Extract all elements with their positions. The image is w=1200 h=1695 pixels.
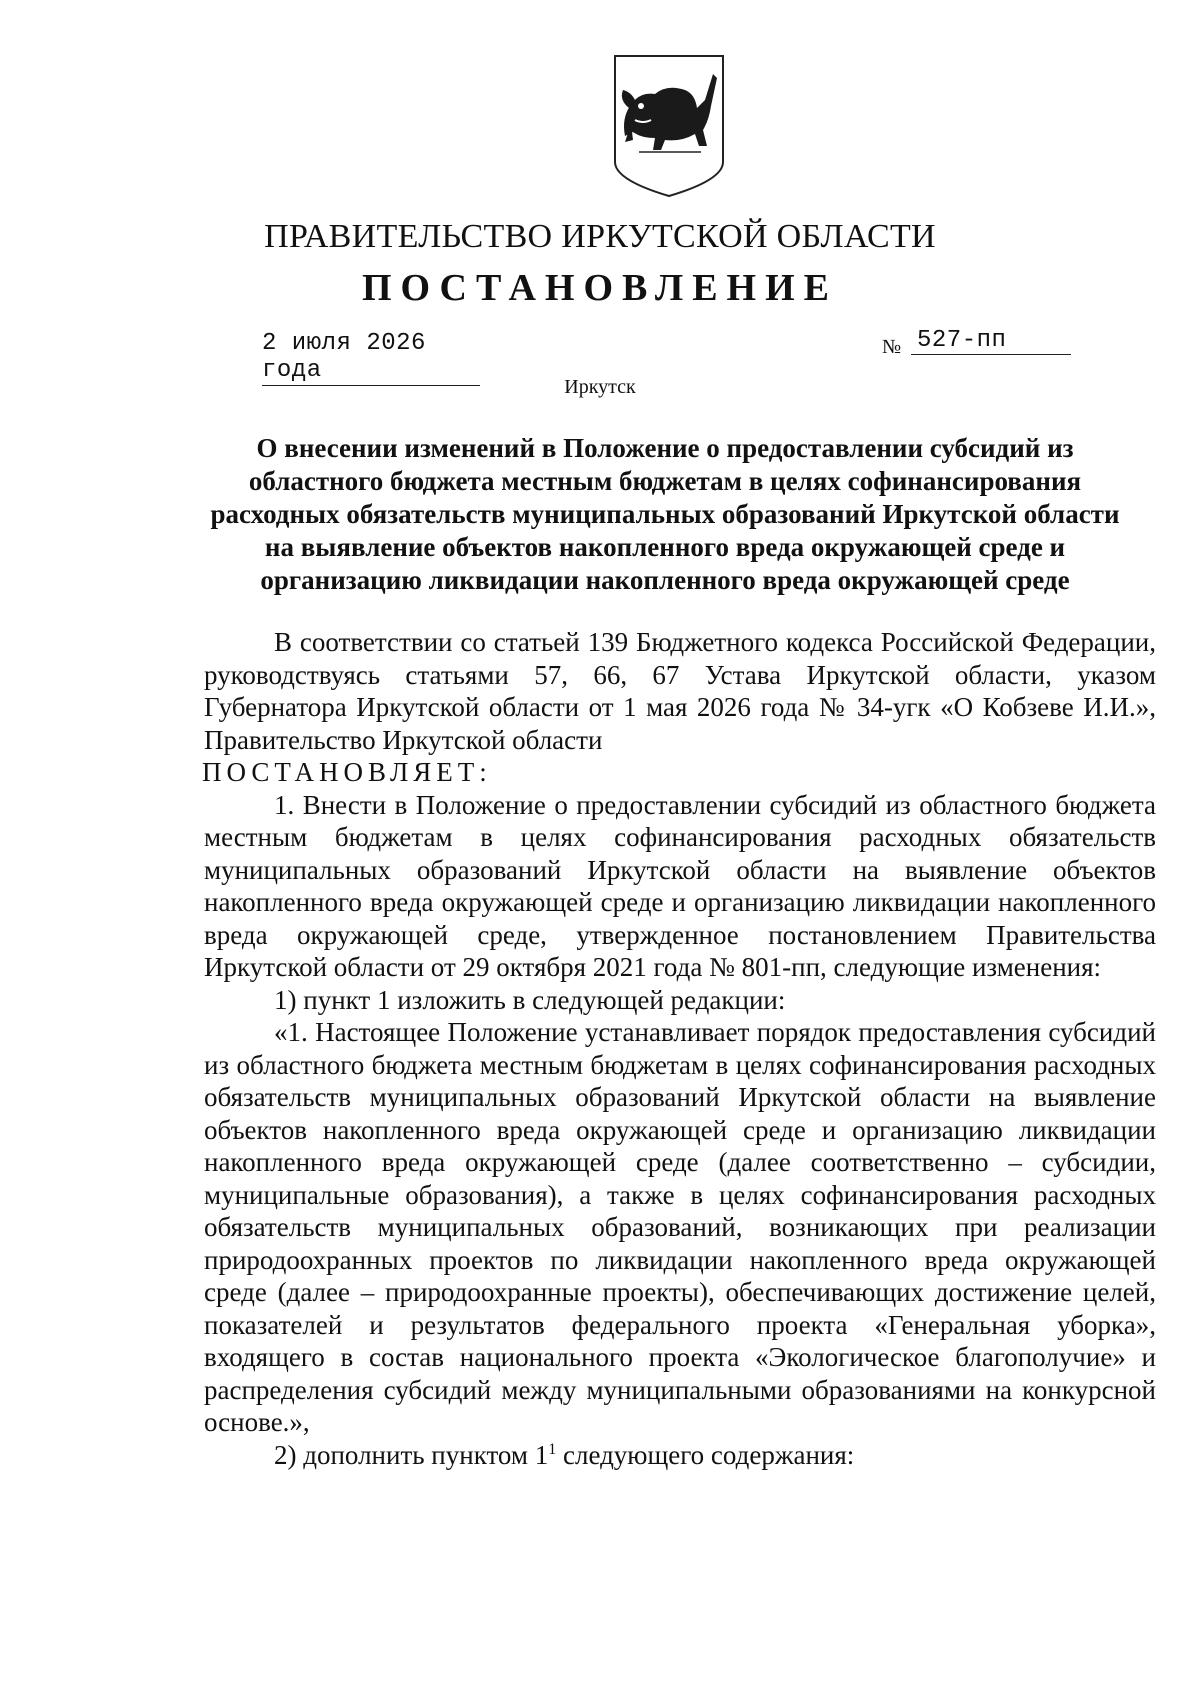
number-sign: № [882, 336, 902, 358]
resolves-word: ПОСТАНОВЛЯЕТ: [202, 757, 492, 787]
quoted-point-1-paragraph: «1. Настоящее Положение устанавливает порядок предоставления субсидий из областного бюджета местным бюджетам в целях софинансирования расходных обязательств муниципальных образований Иркутской области на выявление объектов накопленного вреда окружающей среде и организацию ликвидации накопленного вреда окружающей среде (далее соответственно – субсидии, муниципальные образования), а также в целях софинансирования расходных обязательств муниципальных образований, возникающих при реализации природоохранных проектов по ликвидации накопленного вреда окружающей среде (далее – природоохранные проекты), обеспечивающих достижение целей, показателей и результатов федерального проекта «Генеральная уборка», входящего в состав национального проекта «Экологическое благополучие» и распределения субсидий между муниципальными образованиями на конкурсной основе.», [204, 1017, 1156, 1437]
document-date: 2 июля 2026 года [262, 330, 480, 386]
date-number-row [0, 327, 1200, 384]
preamble-paragraph: В соответствии со статьей 139 Бюджетного кодекса Российской Федерации, руководствуясь статьями 57, 66, 67 Устава Иркутской области, указом Губернатора Иркутской области от 1 мая 2026 года № 34-угк «О Кобзеве И.И.», Правительство Иркутской области [204, 627, 1156, 755]
subitem-2-paragraph [204, 1439, 1156, 1472]
document-type: ПОСТАНОВЛЕНИЕ [361, 267, 839, 309]
document-title: О внесении изменений в Положение о предоставлении субсидий из областного бюджета местным бюджетам в целях софинансирования расходных обязательств муниципальных образований Иркутской области на выявление объектов накопленного вреда окружающей среде и организацию ликвидации накопленного вреда окружающей среде [210, 433, 1120, 595]
document-body [204, 626, 1156, 1471]
subitem-2-prefix: 2) дополнить пунктом 1 [274, 1439, 549, 1470]
subitem-2-superscript: 1 [548, 1440, 557, 1458]
irkutsk-coat-of-arms-icon [611, 50, 727, 200]
subitem-2-suffix: следующего содержания: [556, 1439, 855, 1470]
document-number: 527-пп [911, 327, 1071, 355]
subitem-1-paragraph: 1) пункт 1 изложить в следующей редакции: [274, 984, 786, 1015]
item-1-paragraph: 1. Внести в Положение о предоставлении субсидий из областного бюджета местным бюджетам в целях софинансирования расходных обязательств муниципальных образований Иркутской области на выявление объектов накопленного вреда окружающей среде и организацию ликвидации накопленного вреда окружающей среде, утвержденное постановлением Правительства Иркутской области от 29 октября 2021 года № 801-пп, следующие изменения: [204, 789, 1156, 982]
city: Иркутск [564, 376, 636, 398]
government-name: ПРАВИТЕЛЬСТВО ИРКУТСКОЙ ОБЛАСТИ [264, 218, 936, 255]
